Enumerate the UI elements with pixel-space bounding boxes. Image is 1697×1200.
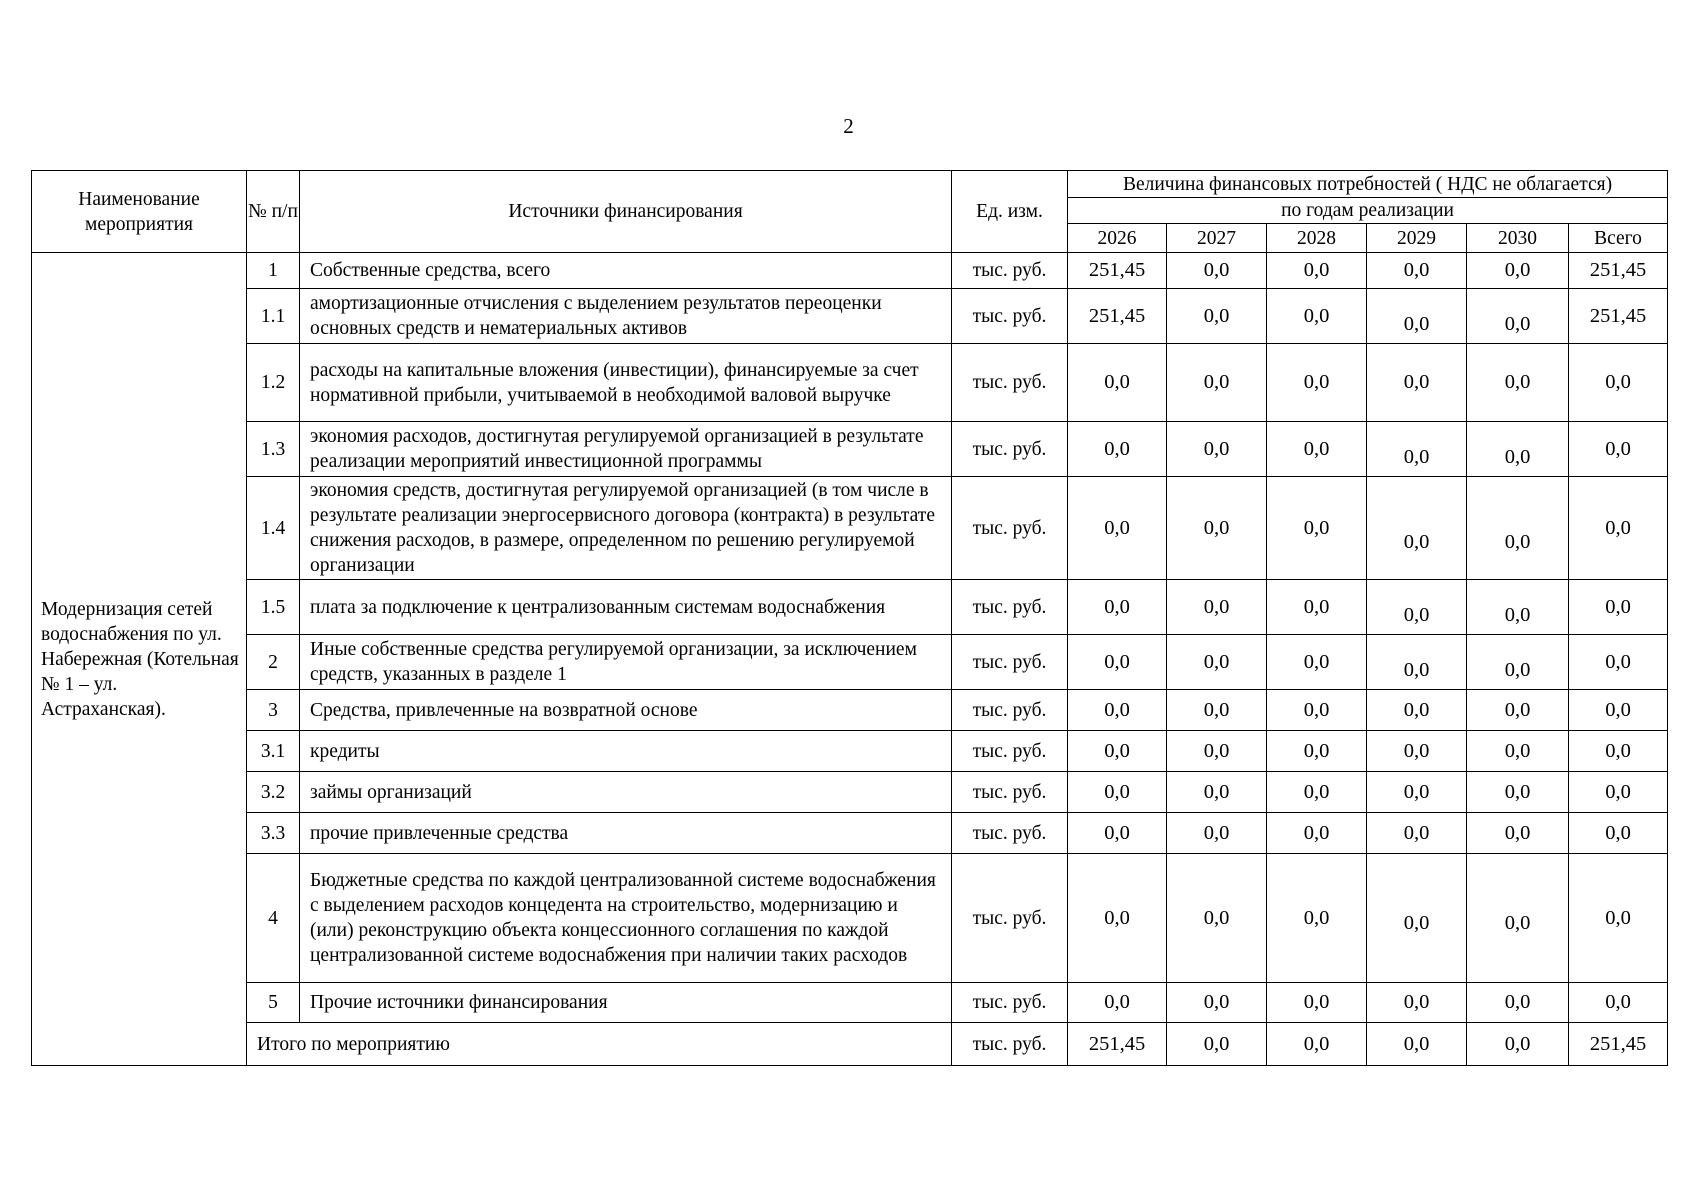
value-total: 0,0 xyxy=(1569,772,1668,813)
row-unit: тыс. руб. xyxy=(952,813,1068,854)
value-2026: 0,0 xyxy=(1068,731,1167,772)
value-2026: 0,0 xyxy=(1068,813,1167,854)
value-2029: 0,0 xyxy=(1367,772,1467,813)
total-label: Итого по мероприятию xyxy=(247,1023,952,1066)
value-2028: 0,0 xyxy=(1267,289,1367,344)
value-total: 0,0 xyxy=(1569,635,1668,690)
value-2030: 0,0 xyxy=(1467,477,1569,580)
total-2030: 0,0 xyxy=(1467,1023,1569,1066)
value-2027: 0,0 xyxy=(1167,580,1267,635)
row-unit: тыс. руб. xyxy=(952,983,1068,1023)
table-row xyxy=(32,580,1668,635)
table-row xyxy=(32,289,1668,344)
value-2028: 0,0 xyxy=(1267,854,1367,983)
row-number: 3 xyxy=(247,690,300,731)
row-number: 1.3 xyxy=(247,422,300,477)
value-2027: 0,0 xyxy=(1167,477,1267,580)
row-source: Собственные средства, всего xyxy=(300,253,952,289)
value-2030: 0,0 xyxy=(1467,635,1569,690)
page-number: 2 xyxy=(843,114,854,138)
table-row xyxy=(32,422,1668,477)
row-source: Прочие источники финансирования xyxy=(300,983,952,1023)
value-2029: 0,0 xyxy=(1367,344,1467,422)
row-source: плата за подключение к централизованным системам водоснабжения xyxy=(300,580,952,635)
table-row xyxy=(32,344,1668,422)
value-2028: 0,0 xyxy=(1267,253,1367,289)
row-unit: тыс. руб. xyxy=(952,344,1068,422)
header-activity-name: Наименование мероприятия xyxy=(32,171,247,253)
row-number: 1.5 xyxy=(247,580,300,635)
value-2029: 0,0 xyxy=(1367,813,1467,854)
row-number: 5 xyxy=(247,983,300,1023)
value-2026: 0,0 xyxy=(1068,635,1167,690)
value-2030: 0,0 xyxy=(1467,854,1569,983)
row-unit: тыс. руб. xyxy=(952,690,1068,731)
header-unit: Ед. изм. xyxy=(952,171,1068,253)
value-2026: 0,0 xyxy=(1068,422,1167,477)
value-2030: 0,0 xyxy=(1467,289,1569,344)
value-2026: 0,0 xyxy=(1068,983,1167,1023)
row-number: 3.3 xyxy=(247,813,300,854)
value-2030: 0,0 xyxy=(1467,813,1569,854)
row-source: расходы на капитальные вложения (инвестиции), финансируемые за счет нормативной прибыли, учитываемой в необходимой валовой выручке xyxy=(300,344,952,422)
header-year-2026: 2026 xyxy=(1068,224,1167,253)
value-2027: 0,0 xyxy=(1167,690,1267,731)
value-2028: 0,0 xyxy=(1267,344,1367,422)
value-2026: 0,0 xyxy=(1068,690,1167,731)
row-source: амортизационные отчисления с выделением результатов переоценки основных средств и нематериальных активов xyxy=(300,289,952,344)
header-by-years: по годам реализации xyxy=(1068,198,1668,224)
value-2030: 0,0 xyxy=(1467,344,1569,422)
value-2026: 0,0 xyxy=(1068,580,1167,635)
value-total: 0,0 xyxy=(1569,731,1668,772)
header-year-2027: 2027 xyxy=(1167,224,1267,253)
value-2029: 0,0 xyxy=(1367,253,1467,289)
value-2028: 0,0 xyxy=(1267,580,1367,635)
value-total: 0,0 xyxy=(1569,580,1668,635)
value-total: 0,0 xyxy=(1569,690,1668,731)
table-row xyxy=(32,731,1668,772)
total-2029: 0,0 xyxy=(1367,1023,1467,1066)
value-2027: 0,0 xyxy=(1167,983,1267,1023)
value-2029: 0,0 xyxy=(1367,422,1467,477)
row-unit: тыс. руб. xyxy=(952,289,1068,344)
value-2029: 0,0 xyxy=(1367,289,1467,344)
value-2030: 0,0 xyxy=(1467,983,1569,1023)
value-total: 251,45 xyxy=(1569,289,1668,344)
value-total: 0,0 xyxy=(1569,477,1668,580)
value-2028: 0,0 xyxy=(1267,422,1367,477)
table-row xyxy=(32,983,1668,1023)
value-2030: 0,0 xyxy=(1467,772,1569,813)
value-2028: 0,0 xyxy=(1267,772,1367,813)
value-total: 0,0 xyxy=(1569,854,1668,983)
value-total: 0,0 xyxy=(1569,813,1668,854)
total-2027: 0,0 xyxy=(1167,1023,1267,1066)
value-2028: 0,0 xyxy=(1267,635,1367,690)
value-2027: 0,0 xyxy=(1167,635,1267,690)
value-total: 0,0 xyxy=(1569,422,1668,477)
financing-table xyxy=(31,170,1668,1066)
value-2029: 0,0 xyxy=(1367,854,1467,983)
value-2027: 0,0 xyxy=(1167,253,1267,289)
row-unit: тыс. руб. xyxy=(952,422,1068,477)
row-number: 1.4 xyxy=(247,477,300,580)
row-unit: тыс. руб. xyxy=(952,635,1068,690)
value-2029: 0,0 xyxy=(1367,731,1467,772)
row-source: экономия средств, достигнутая регулируемой организацией (в том числе в результате реализации энергосервисного договора (контракта) в результате снижения расходов, в размере, определенном по решению регулируемой организации xyxy=(300,477,952,580)
value-2029: 0,0 xyxy=(1367,580,1467,635)
value-2026: 0,0 xyxy=(1068,477,1167,580)
activity-name: Модернизация сетей водоснабжения по ул. Набережная (Котельная № 1 – ул. Астраханская). xyxy=(32,253,247,1066)
total-unit: тыс. руб. xyxy=(952,1023,1068,1066)
value-2028: 0,0 xyxy=(1267,690,1367,731)
value-2030: 0,0 xyxy=(1467,253,1569,289)
value-2026: 251,45 xyxy=(1068,253,1167,289)
row-number: 1 xyxy=(247,253,300,289)
value-2028: 0,0 xyxy=(1267,813,1367,854)
row-number: 2 xyxy=(247,635,300,690)
value-2028: 0,0 xyxy=(1267,983,1367,1023)
value-2026: 0,0 xyxy=(1068,854,1167,983)
row-source: кредиты xyxy=(300,731,952,772)
header-financial-needs: Величина финансовых потребностей ( НДС не облагается) xyxy=(1068,171,1668,198)
row-source: займы организаций xyxy=(300,772,952,813)
total-2026: 251,45 xyxy=(1068,1023,1167,1066)
value-2026: 251,45 xyxy=(1068,289,1167,344)
value-total: 0,0 xyxy=(1569,344,1668,422)
value-2027: 0,0 xyxy=(1167,854,1267,983)
value-2029: 0,0 xyxy=(1367,635,1467,690)
value-total: 0,0 xyxy=(1569,983,1668,1023)
row-source: прочие привлеченные средства xyxy=(300,813,952,854)
table-row xyxy=(32,854,1668,983)
table-row xyxy=(32,253,1668,289)
value-2027: 0,0 xyxy=(1167,772,1267,813)
value-2029: 0,0 xyxy=(1367,690,1467,731)
value-2026: 0,0 xyxy=(1068,772,1167,813)
table-row xyxy=(32,772,1668,813)
value-2029: 0,0 xyxy=(1367,477,1467,580)
value-2030: 0,0 xyxy=(1467,422,1569,477)
row-number: 3.1 xyxy=(247,731,300,772)
value-2029: 0,0 xyxy=(1367,983,1467,1023)
table-row xyxy=(32,635,1668,690)
header-year-2028: 2028 xyxy=(1267,224,1367,253)
header-year-2030: 2030 xyxy=(1467,224,1569,253)
value-2028: 0,0 xyxy=(1267,731,1367,772)
row-source: экономия расходов, достигнутая регулируемой организацией в результате реализации мероприятий инвестиционной программы xyxy=(300,422,952,477)
row-unit: тыс. руб. xyxy=(952,580,1068,635)
row-number: 1.1 xyxy=(247,289,300,344)
row-number: 1.2 xyxy=(247,344,300,422)
value-2030: 0,0 xyxy=(1467,580,1569,635)
row-source: Иные собственные средства регулируемой организации, за исключением средств, указанных в разделе 1 xyxy=(300,635,952,690)
value-2030: 0,0 xyxy=(1467,690,1569,731)
value-2027: 0,0 xyxy=(1167,731,1267,772)
row-source: Средства, привлеченные на возвратной основе xyxy=(300,690,952,731)
header-year-2029: 2029 xyxy=(1367,224,1467,253)
value-2027: 0,0 xyxy=(1167,422,1267,477)
table-row xyxy=(32,477,1668,580)
row-unit: тыс. руб. xyxy=(952,477,1068,580)
header-funding-sources: Источники финансирования xyxy=(300,171,952,253)
table-row xyxy=(32,690,1668,731)
header-total: Всего xyxy=(1569,224,1668,253)
value-2027: 0,0 xyxy=(1167,289,1267,344)
value-2028: 0,0 xyxy=(1267,477,1367,580)
total-2028: 0,0 xyxy=(1267,1023,1367,1066)
value-2027: 0,0 xyxy=(1167,344,1267,422)
row-number: 4 xyxy=(247,854,300,983)
total-row xyxy=(32,1023,1668,1066)
row-number: 3.2 xyxy=(247,772,300,813)
row-unit: тыс. руб. xyxy=(952,854,1068,983)
row-source: Бюджетные средства по каждой централизованной системе водоснабжения с выделением расходов концедента на строительство, модернизацию и (или) реконструкцию объекта концессионного соглашения по каждой централизованной системе водоснабжения при наличии таких расходов xyxy=(300,854,952,983)
header-row-number: № п/п xyxy=(247,171,300,253)
row-unit: тыс. руб. xyxy=(952,772,1068,813)
row-unit: тыс. руб. xyxy=(952,253,1068,289)
value-2027: 0,0 xyxy=(1167,813,1267,854)
total-all: 251,45 xyxy=(1569,1023,1668,1066)
table-row xyxy=(32,813,1668,854)
value-2026: 0,0 xyxy=(1068,344,1167,422)
value-2030: 0,0 xyxy=(1467,731,1569,772)
value-total: 251,45 xyxy=(1569,253,1668,289)
row-unit: тыс. руб. xyxy=(952,731,1068,772)
